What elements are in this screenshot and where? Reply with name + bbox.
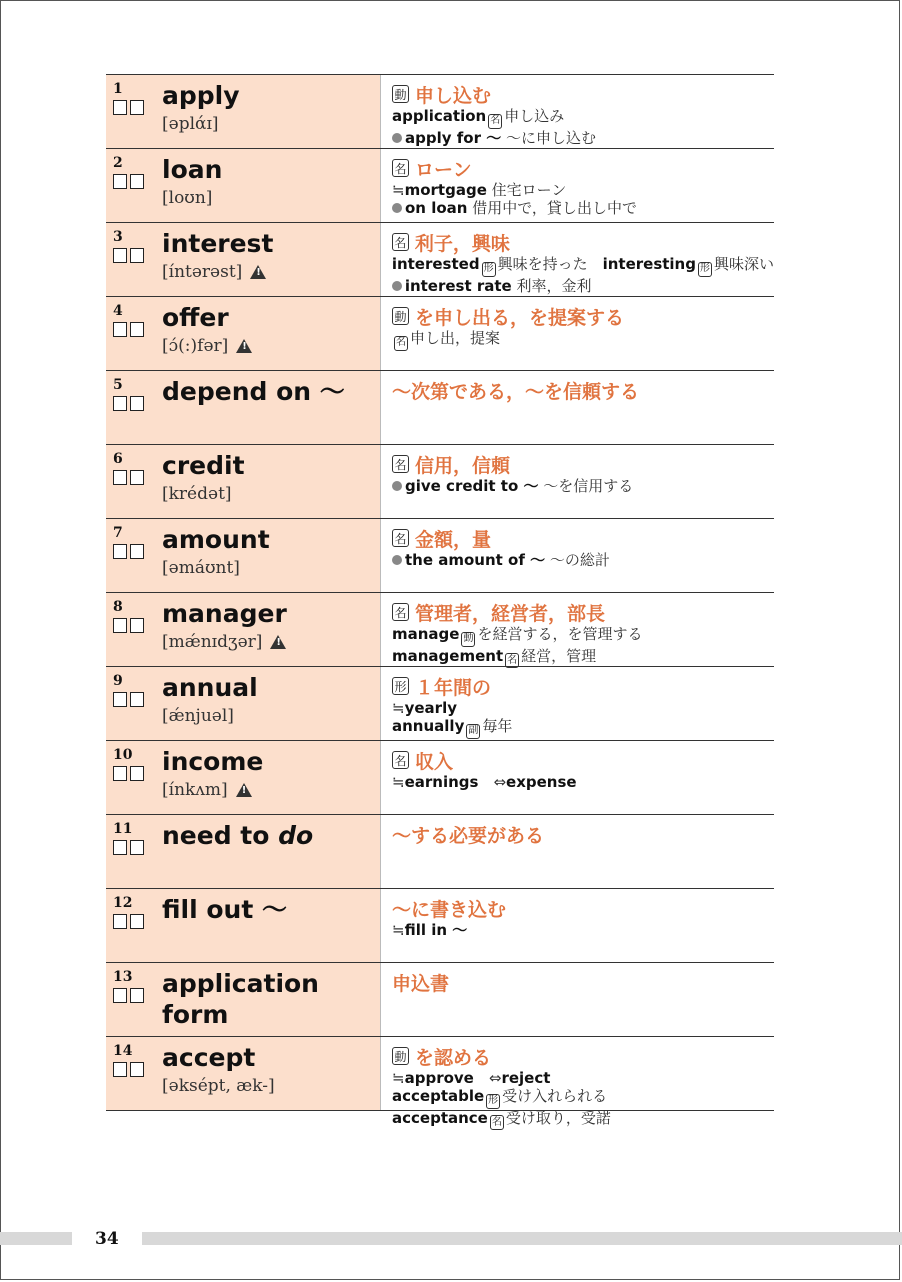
checkbox[interactable]: [113, 766, 127, 781]
pronunciation: [162, 632, 286, 652]
entry-word-cell: [106, 149, 380, 222]
gloss-text: 興味を持った: [497, 255, 603, 273]
headword-text: annual: [162, 673, 258, 702]
gloss-text: ≒: [392, 773, 405, 791]
gloss-text: ≒: [392, 181, 405, 199]
headword: [162, 302, 229, 334]
headword: [162, 672, 258, 704]
entry-meaning-cell: [380, 667, 774, 740]
part-of-speech-badge: 名: [392, 233, 409, 251]
part-of-speech-badge: 名: [392, 603, 409, 621]
headword: [162, 154, 222, 186]
headword-text: fill out ～: [162, 895, 288, 924]
entry-word-cell: [106, 519, 380, 592]
meaning-line: [392, 525, 774, 551]
meaning-text: 信用，信頼: [415, 454, 511, 477]
sub-line: [392, 329, 774, 351]
checkbox[interactable]: [113, 618, 127, 633]
entry-number: 13: [113, 969, 133, 985]
headword: [162, 1042, 255, 1074]
related-word: expense: [506, 773, 577, 791]
related-word: reject: [501, 1069, 551, 1087]
gloss-text: 申し出，提案: [410, 329, 501, 347]
check-boxes: [113, 248, 144, 263]
entry-meaning-cell: [380, 75, 774, 148]
checkbox[interactable]: [130, 396, 144, 411]
sub-line: [392, 255, 774, 277]
check-boxes: [113, 544, 144, 559]
checkbox[interactable]: [130, 618, 144, 633]
meaning-line: [392, 155, 774, 181]
sub-line: [392, 551, 774, 569]
checkbox[interactable]: [130, 914, 144, 929]
meaning-line: [392, 451, 774, 477]
footer-bar: [142, 1232, 902, 1245]
meaning-text: ローン: [415, 158, 472, 181]
meaning-line: [392, 1043, 774, 1069]
part-of-speech-badge: 形: [698, 262, 712, 277]
checkbox[interactable]: [130, 988, 144, 1003]
gloss-text: 申し込み: [504, 107, 565, 125]
pronunciation-text: [ɔ́(:)fər]: [162, 336, 229, 356]
part-of-speech-badge: 形: [392, 677, 409, 695]
related-word: manage: [392, 625, 460, 643]
headword: [162, 820, 313, 852]
meaning-line: [392, 969, 774, 995]
sub-line: [392, 625, 774, 647]
check-boxes: [113, 692, 144, 707]
entry-word-cell: [106, 297, 380, 370]
part-of-speech-badge: 名: [394, 336, 408, 351]
entry-word-cell: [106, 593, 380, 666]
pronunciation: [162, 336, 252, 356]
gloss-text: 利率，金利: [511, 276, 592, 295]
related-word: annually: [392, 717, 465, 735]
bullet-icon: [392, 203, 402, 213]
gloss-text: ≒: [392, 699, 405, 717]
pronunciation-text: [mǽnɪdʒər]: [162, 632, 263, 652]
bullet-icon: [392, 133, 402, 143]
warning-icon: [250, 265, 266, 279]
check-boxes: [113, 766, 144, 781]
meaning-text: １年間の: [415, 676, 492, 699]
pronunciation: [162, 484, 232, 504]
related-word: acceptable: [392, 1087, 485, 1105]
meaning-text: 申込書: [392, 972, 450, 995]
pronunciation-text: [əksépt, æk-]: [162, 1076, 275, 1096]
pronunciation: [162, 706, 234, 726]
meaning-line: [392, 821, 774, 847]
vocab-entry: [106, 297, 774, 371]
related-word: the amount of ～: [405, 551, 546, 569]
headword: [162, 894, 287, 926]
checkbox[interactable]: [113, 174, 127, 189]
gloss-text: 借用中で，貸し出し中で: [467, 199, 637, 217]
gloss-text: ～を信用する: [538, 477, 634, 495]
headword-text: manager: [162, 599, 287, 628]
meaning-line: [392, 303, 774, 329]
entry-word-cell: [106, 963, 380, 1036]
checkbox[interactable]: [130, 322, 144, 337]
sub-line: [392, 699, 774, 717]
entry-meaning-cell: [380, 149, 774, 222]
meaning-text: ～次第である，～を信頼する: [392, 380, 640, 403]
headword: [162, 968, 372, 1030]
part-of-speech-badge: 動: [461, 632, 475, 647]
warning-icon: [236, 783, 252, 797]
checkbox[interactable]: [113, 248, 127, 263]
checkbox[interactable]: [113, 396, 127, 411]
meaning-text: を申し出る，を提案する: [415, 306, 625, 329]
sub-line: [392, 773, 774, 791]
entry-word-cell: [106, 889, 380, 962]
meaning-text: 金額，量: [415, 528, 492, 551]
headword: [162, 80, 240, 112]
headword-text: apply: [162, 81, 240, 110]
entry-word-cell: [106, 815, 380, 888]
check-boxes: [113, 322, 144, 337]
headword-text: credit: [162, 451, 245, 480]
related-word: approve: [404, 1069, 474, 1087]
checkbox[interactable]: [130, 1062, 144, 1077]
entry-word-cell: [106, 445, 380, 518]
part-of-speech-badge: 名: [505, 653, 519, 668]
entry-meaning-cell: [380, 223, 774, 296]
gloss-text: ～の総計: [545, 551, 610, 569]
checkbox[interactable]: [113, 544, 127, 559]
checkbox[interactable]: [113, 988, 127, 1003]
checkbox[interactable]: [130, 840, 144, 855]
vocab-entry: [106, 667, 774, 741]
check-boxes: [113, 396, 144, 411]
check-boxes: [113, 840, 144, 855]
entry-word-cell: [106, 667, 380, 740]
headword-italic: do: [278, 821, 314, 850]
part-of-speech-badge: 形: [482, 262, 496, 277]
checkbox[interactable]: [113, 322, 127, 337]
check-boxes: [113, 1062, 144, 1077]
meaning-line: [392, 229, 774, 255]
pronunciation: [162, 558, 240, 578]
entry-number: 6: [113, 451, 123, 467]
related-word: management: [392, 646, 504, 665]
check-boxes: [113, 174, 144, 189]
gloss-text: 受け入れられる: [502, 1087, 608, 1105]
entry-word-cell: [106, 75, 380, 148]
entry-number: 12: [113, 895, 133, 911]
gloss-text: ⇔: [478, 773, 507, 791]
vocab-entry: [106, 371, 774, 445]
sub-line: [392, 107, 774, 129]
entry-meaning-cell: [380, 963, 774, 1036]
gloss-text: 受け取り，受諾: [505, 1108, 611, 1127]
headword-text: depend on ～: [162, 377, 345, 406]
related-word: application: [392, 107, 487, 125]
part-of-speech-badge: 名: [392, 529, 409, 547]
entry-meaning-cell: [380, 889, 774, 962]
headword-text: need to: [162, 821, 279, 850]
checkbox[interactable]: [130, 470, 144, 485]
sub-line: [392, 717, 774, 739]
pronunciation-text: [əmáʊnt]: [162, 558, 240, 578]
pronunciation-text: [əplάɪ]: [162, 114, 219, 134]
checkbox[interactable]: [130, 766, 144, 781]
pronunciation: [162, 1076, 275, 1096]
entry-number: 5: [113, 377, 123, 393]
meaning-line: [392, 673, 774, 699]
vocab-entry: [106, 815, 774, 889]
checkbox[interactable]: [130, 100, 144, 115]
meaning-text: ～に書き込む: [392, 898, 507, 921]
headword-text: amount: [162, 525, 270, 554]
headword: [162, 746, 263, 778]
vocab-entry: [106, 519, 774, 593]
entry-number: 2: [113, 155, 123, 171]
headword-text: loan: [162, 155, 223, 184]
related-word: apply for ～: [405, 128, 502, 147]
sub-line: [392, 477, 774, 495]
related-word: fill in ～: [404, 921, 468, 939]
meaning-line: [392, 599, 774, 625]
gloss-text: を経営する，を管理する: [477, 625, 643, 643]
headword: [162, 450, 245, 482]
gloss-text: ⇔: [473, 1069, 502, 1087]
vocab-entry: [106, 149, 774, 223]
pronunciation: [162, 188, 212, 208]
entry-meaning-cell: [380, 741, 774, 814]
entry-word-cell: [106, 741, 380, 814]
entry-number: 3: [113, 229, 123, 245]
bullet-icon: [392, 281, 402, 291]
checkbox[interactable]: [130, 692, 144, 707]
part-of-speech-badge: 名: [488, 114, 502, 129]
entry-number: 4: [113, 303, 123, 319]
entry-meaning-cell: [380, 593, 774, 666]
pronunciation: [162, 114, 219, 134]
meaning-text: 管理者，経営者，部長: [415, 602, 606, 625]
gloss-text: ～に申し込む: [501, 128, 596, 147]
meaning-text: 収入: [415, 750, 454, 773]
vocab-entry: [106, 1037, 774, 1128]
related-word: earnings: [404, 773, 479, 791]
meaning-line: [392, 377, 774, 403]
headword: [162, 524, 270, 556]
sub-line: [392, 1069, 774, 1087]
checkbox[interactable]: [130, 174, 144, 189]
pronunciation-text: [loʊn]: [162, 188, 213, 208]
related-word: give credit to ～: [405, 477, 539, 495]
headword: [162, 376, 345, 408]
headword-text: accept: [162, 1043, 256, 1072]
entry-word-cell: [106, 1037, 380, 1110]
vocab-entry: [106, 223, 774, 297]
entry-word-cell: [106, 223, 380, 296]
warning-icon: [270, 635, 286, 649]
sub-line: [392, 921, 774, 939]
related-word: yearly: [404, 699, 457, 717]
page-number: 34: [95, 1229, 119, 1249]
gloss-text: 経営，管理: [521, 646, 597, 665]
checkbox[interactable]: [113, 100, 127, 115]
related-word: interested: [391, 255, 480, 273]
pronunciation-text: [krédət]: [162, 484, 232, 504]
sub-line: [392, 1109, 774, 1131]
part-of-speech-badge: 名: [392, 751, 409, 769]
gloss-text: ≒: [392, 921, 405, 939]
entry-number: 11: [113, 821, 133, 837]
entry-number: 14: [113, 1043, 133, 1059]
meaning-line: [392, 81, 774, 107]
entry-meaning-cell: [380, 519, 774, 592]
gloss-text: ≒: [392, 1069, 405, 1087]
entry-meaning-cell: [380, 1037, 774, 1128]
meaning-text: ～する必要がある: [392, 824, 545, 847]
checkbox[interactable]: [130, 248, 144, 263]
vocab-entry: [106, 889, 774, 963]
entry-meaning-cell: [380, 297, 774, 370]
sub-line: [392, 181, 774, 199]
gloss-text: 住宅ローン: [486, 181, 567, 199]
entry-meaning-cell: [380, 815, 774, 888]
sub-line: [392, 1087, 774, 1109]
part-of-speech-badge: 名: [392, 159, 409, 177]
vocab-entry: [106, 75, 774, 149]
vocab-entry: [106, 593, 774, 667]
entry-word-cell: [106, 371, 380, 444]
entry-number: 7: [113, 525, 123, 541]
part-of-speech-badge: 副: [466, 724, 480, 739]
checkbox[interactable]: [113, 840, 127, 855]
headword-text: application form: [162, 969, 319, 1029]
entry-meaning-cell: [380, 371, 774, 444]
gloss-text: 毎年: [482, 717, 513, 735]
part-of-speech-badge: 動: [392, 85, 409, 103]
check-boxes: [113, 618, 144, 633]
headword-text: income: [162, 747, 264, 776]
checkbox[interactable]: [113, 470, 127, 485]
headword: [162, 598, 287, 630]
checkbox[interactable]: [113, 914, 127, 929]
bullet-icon: [392, 481, 402, 491]
sub-line: [392, 199, 774, 217]
gloss-text: 興味深い: [713, 255, 774, 273]
entry-number: 1: [113, 81, 123, 97]
pronunciation-text: [íntərəst]: [162, 262, 243, 282]
checkbox[interactable]: [113, 692, 127, 707]
pronunciation-text: [ínkʌm]: [162, 780, 228, 800]
pronunciation-text: [ǽnjuəl]: [162, 706, 234, 726]
checkbox[interactable]: [113, 1062, 127, 1077]
entry-number: 10: [113, 747, 133, 763]
related-word: interesting: [602, 255, 696, 273]
entry-number: 9: [113, 673, 123, 689]
part-of-speech-badge: 動: [392, 307, 409, 325]
vocab-entry: [106, 963, 774, 1037]
vocab-entry: [106, 445, 774, 519]
headword: [162, 228, 273, 260]
check-boxes: [113, 914, 144, 929]
sub-line: [392, 647, 774, 669]
related-word: on loan: [405, 199, 468, 217]
sub-line: [392, 277, 774, 295]
warning-icon: [236, 339, 252, 353]
bullet-icon: [392, 555, 402, 565]
footer-bar: [0, 1232, 72, 1245]
meaning-line: [392, 895, 774, 921]
meaning-text: 利子，興味: [414, 232, 510, 255]
checkbox[interactable]: [130, 544, 144, 559]
part-of-speech-badge: 動: [392, 1047, 409, 1065]
part-of-speech-badge: 名: [392, 455, 409, 473]
entry-number: 8: [113, 599, 123, 615]
meaning-line: [392, 747, 774, 773]
part-of-speech-badge: 形: [486, 1094, 500, 1109]
check-boxes: [113, 988, 144, 1003]
headword-text: interest: [162, 229, 274, 258]
meaning-text: 申し込む: [415, 84, 492, 107]
sub-line: [392, 129, 774, 147]
vocab-table: [106, 74, 774, 1128]
entry-meaning-cell: [380, 445, 774, 518]
related-word: mortgage: [404, 181, 487, 199]
check-boxes: [113, 100, 144, 115]
pronunciation: [162, 262, 266, 282]
vocab-entry: [106, 741, 774, 815]
meaning-text: を認める: [415, 1046, 492, 1069]
related-word: interest rate: [404, 276, 512, 295]
related-word: acceptance: [392, 1108, 488, 1127]
part-of-speech-badge: 名: [490, 1115, 504, 1130]
pronunciation: [162, 780, 252, 800]
check-boxes: [113, 470, 144, 485]
headword-text: offer: [162, 303, 229, 332]
